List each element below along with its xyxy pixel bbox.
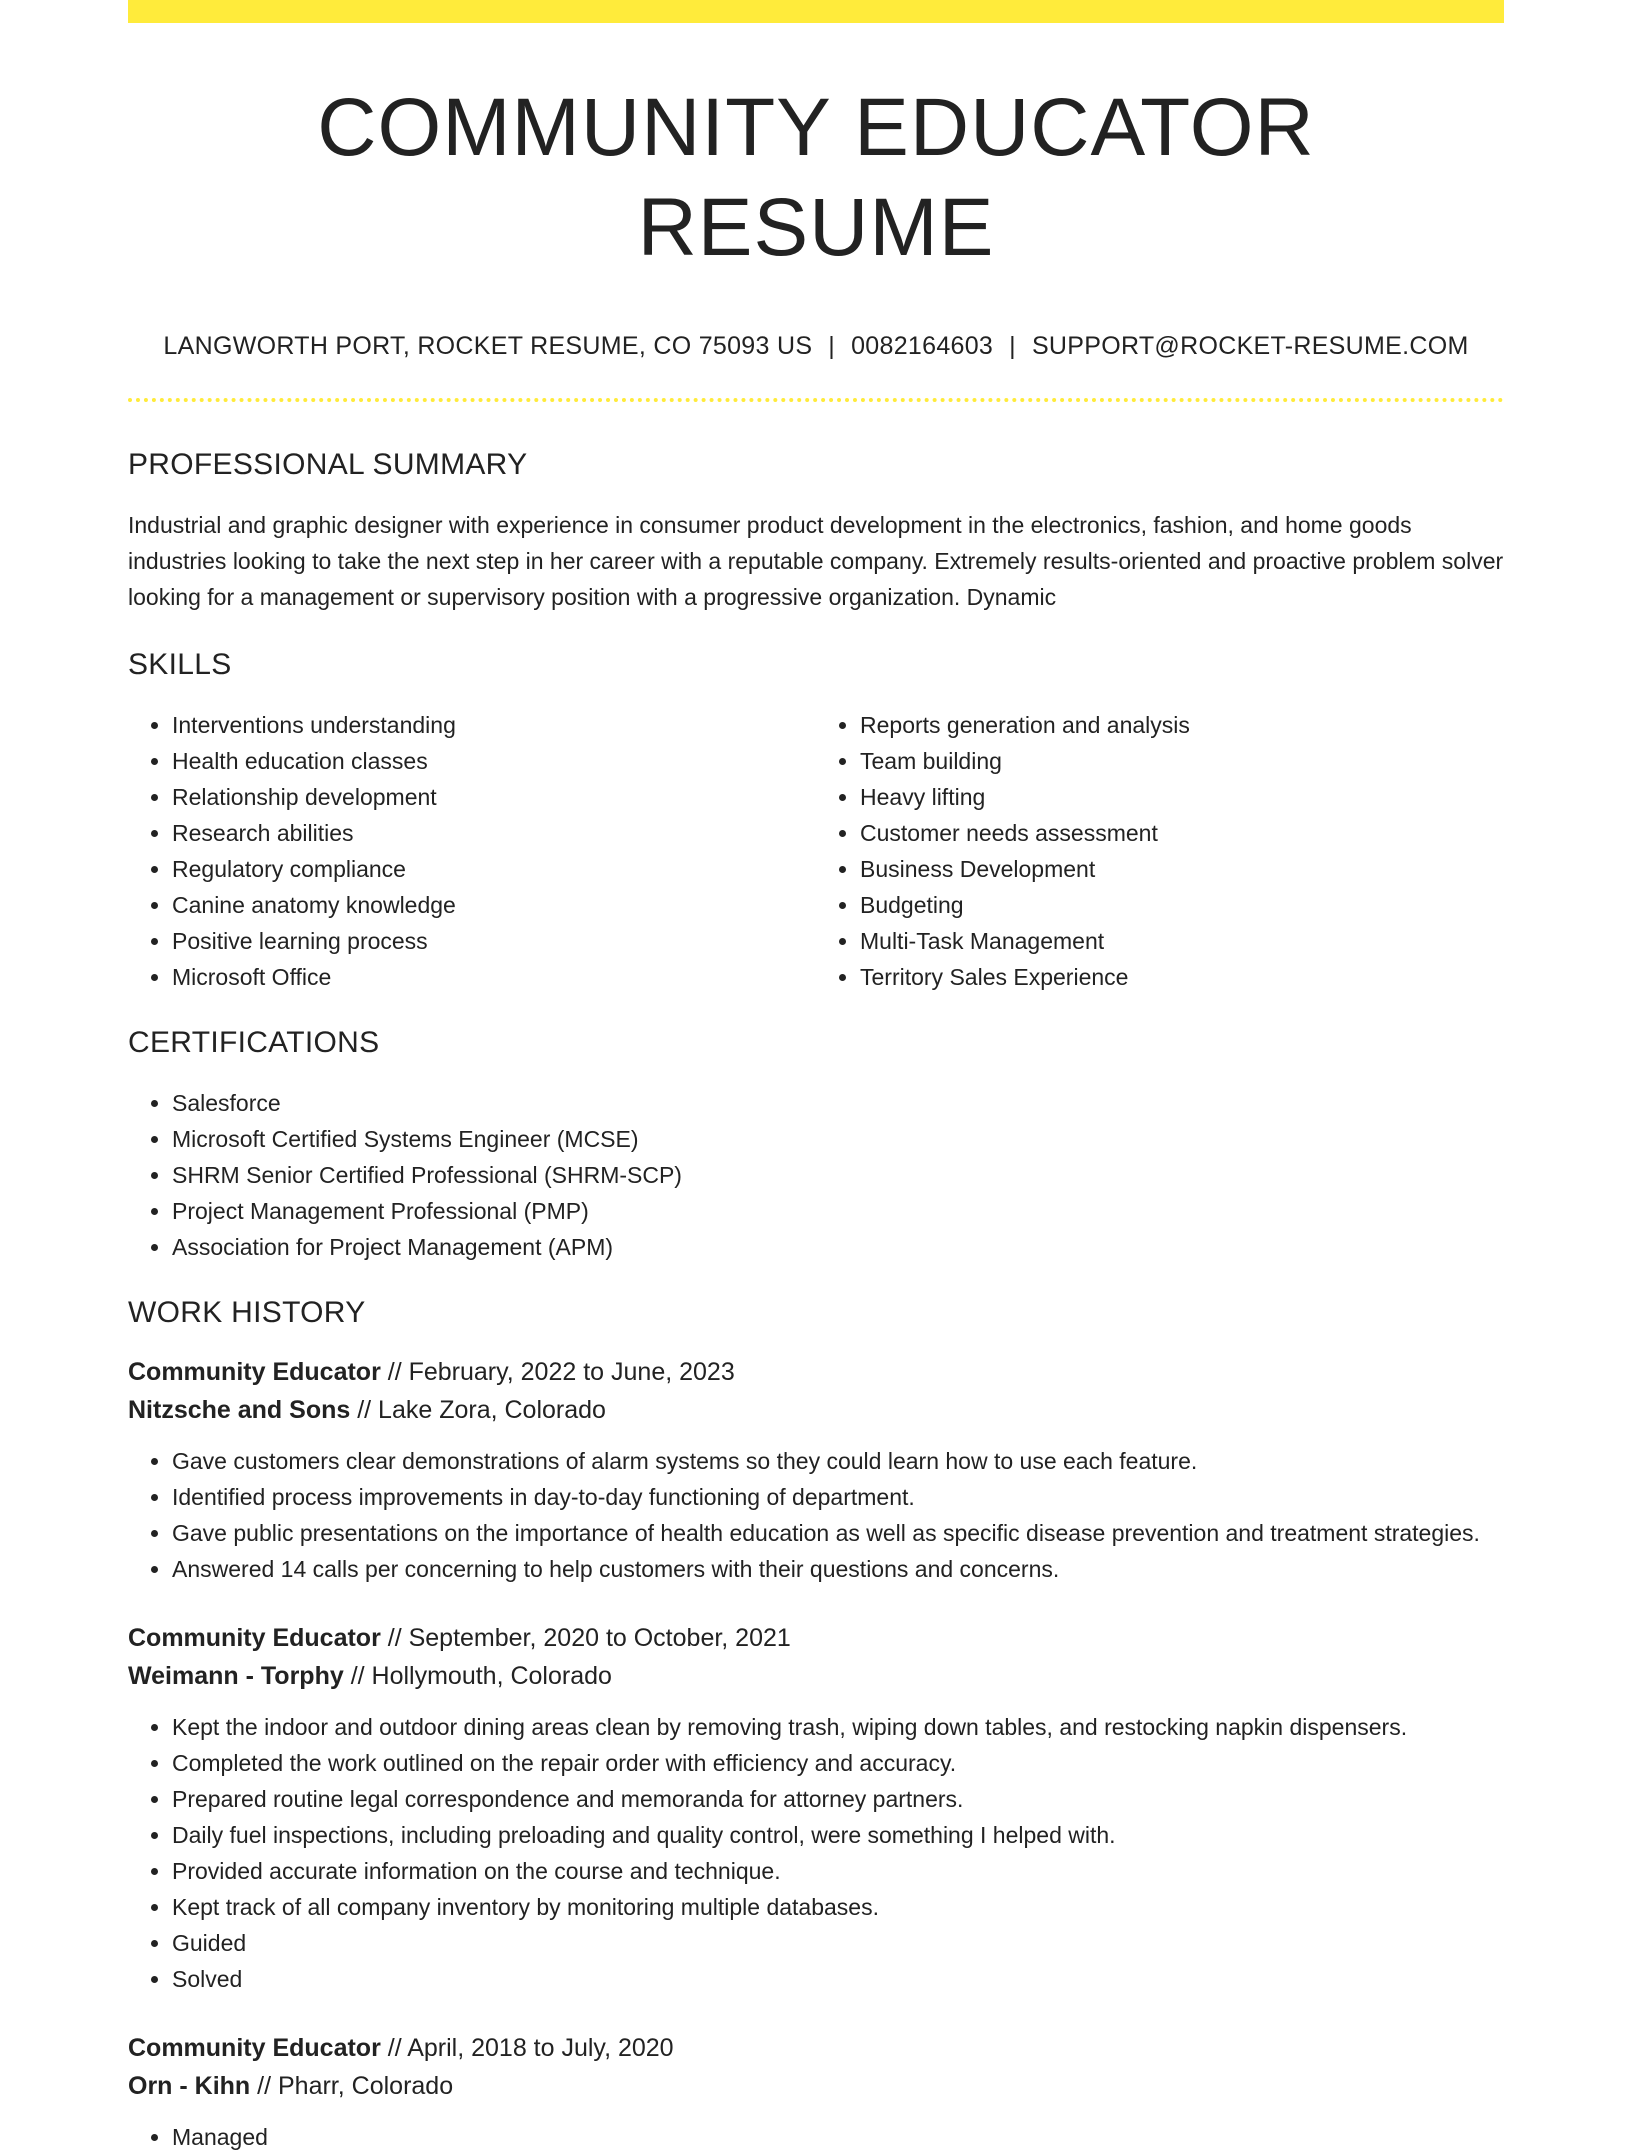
job-role-line bbox=[128, 2029, 1504, 2067]
job-bullet: • Kept track of all company inventory by monitoring multiple databases. bbox=[172, 1889, 1504, 1925]
job-bullet: • Kept the indoor and outdoor dining areas clean by removing trash, wiping down tables, and restocking napkin dispensers. bbox=[172, 1709, 1504, 1745]
job-bullet: • Answered 14 calls per concerning to help customers with their questions and concerns. bbox=[172, 1551, 1504, 1587]
job-company-line bbox=[128, 2067, 1504, 2105]
work-history-heading: WORK HISTORY bbox=[128, 1296, 366, 1329]
job-company: Orn - Kihn bbox=[128, 2072, 251, 2100]
skill-item: • Territory Sales Experience bbox=[860, 959, 1504, 995]
job-bullet: • Gave customers clear demonstrations of alarm systems so they could learn how to use each feature. bbox=[172, 1443, 1504, 1479]
job-entry bbox=[128, 2029, 1504, 2155]
skill-item: • Customer needs assessment bbox=[860, 815, 1504, 851]
job-company: Weimann - Torphy bbox=[128, 1662, 344, 1690]
job-bullet: • Provided accurate information on the course and technique. bbox=[172, 1853, 1504, 1889]
job-dates: // September, 2020 to October, 2021 bbox=[380, 1624, 791, 1652]
certifications-list bbox=[128, 1085, 1504, 1265]
job-role-line bbox=[128, 1353, 1504, 1391]
contact-separator: | bbox=[828, 332, 836, 360]
job-company-line bbox=[128, 1391, 1504, 1429]
certification-item: • Project Management Professional (PMP) bbox=[172, 1193, 1504, 1229]
job-bullets bbox=[128, 1709, 1504, 1997]
contact-phone: 0082164603 bbox=[851, 332, 994, 360]
skill-item: • Reports generation and analysis bbox=[860, 707, 1504, 743]
job-entry bbox=[128, 1619, 1504, 1997]
skill-item: • Research abilities bbox=[172, 815, 816, 851]
skills-list-left bbox=[128, 707, 816, 995]
job-location: // Hollymouth, Colorado bbox=[343, 1662, 612, 1690]
job-bullet: • Identified process improvements in day-to-day functioning of department. bbox=[172, 1479, 1504, 1515]
skills-columns bbox=[128, 707, 1504, 995]
summary-heading: PROFESSIONAL SUMMARY bbox=[128, 448, 528, 481]
job-role: Community Educator bbox=[128, 2034, 381, 2062]
job-dates: // February, 2022 to June, 2023 bbox=[380, 1358, 735, 1386]
job-role-line bbox=[128, 1619, 1504, 1657]
job-bullet: • Prepared routine legal correspondence and memoranda for attorney partners. bbox=[172, 1781, 1504, 1817]
summary-text: Industrial and graphic designer with experience in consumer product development in the electronics, fashion, and home goods industries looking to take the next step in her career with a reputable company. Extremely results-oriented and proactive problem solver looking for a management or supervisory position with a progressive organization. Dynamic bbox=[128, 512, 1504, 610]
skill-item: • Business Development bbox=[860, 851, 1504, 887]
job-bullet: • Daily fuel inspections, including preloading and quality control, were something I helped with. bbox=[172, 1817, 1504, 1853]
job-company: Nitzsche and Sons bbox=[128, 1396, 351, 1424]
job-bullet: • Managed bbox=[172, 2119, 1504, 2155]
job-bullet: • Gave public presentations on the importance of health education as well as specific disease prevention and treatment strategies. bbox=[172, 1515, 1504, 1551]
contact-email: SUPPORT@ROCKET-RESUME.COM bbox=[1031, 332, 1469, 360]
skill-item: • Relationship development bbox=[172, 779, 816, 815]
job-company-line bbox=[128, 1657, 1504, 1695]
job-bullets bbox=[128, 2119, 1504, 2155]
resume-content bbox=[128, 0, 1504, 2155]
certifications-heading: CERTIFICATIONS bbox=[128, 1026, 380, 1059]
resume-title: COMMUNITY EDUCATOR RESUME bbox=[317, 82, 1315, 273]
skill-item: • Positive learning process bbox=[172, 923, 816, 959]
skill-item: • Budgeting bbox=[860, 887, 1504, 923]
skills-list-right bbox=[816, 707, 1504, 995]
skill-item: • Team building bbox=[860, 743, 1504, 779]
job-bullet: • Solved bbox=[172, 1961, 1504, 1997]
skill-item: • Interventions understanding bbox=[172, 707, 816, 743]
dotted-divider bbox=[128, 398, 1504, 402]
skill-item: • Health education classes bbox=[172, 743, 816, 779]
contact-address: LANGWORTH PORT, ROCKET RESUME, CO 75093 US bbox=[163, 332, 813, 360]
job-bullets bbox=[128, 1443, 1504, 1587]
skills-heading: SKILLS bbox=[128, 648, 232, 681]
job-role: Community Educator bbox=[128, 1358, 381, 1386]
skill-item: • Heavy lifting bbox=[860, 779, 1504, 815]
certification-item: • Association for Project Management (APM) bbox=[172, 1229, 1504, 1265]
job-location: // Pharr, Colorado bbox=[250, 2072, 454, 2100]
skill-item: • Regulatory compliance bbox=[172, 851, 816, 887]
job-entry bbox=[128, 1353, 1504, 1587]
certification-item: • SHRM Senior Certified Professional (SHRM-SCP) bbox=[172, 1157, 1504, 1193]
skill-item: • Multi-Task Management bbox=[860, 923, 1504, 959]
certification-item: • Salesforce bbox=[172, 1085, 1504, 1121]
job-bullet: • Completed the work outlined on the repair order with efficiency and accuracy. bbox=[172, 1745, 1504, 1781]
certification-item: • Microsoft Certified Systems Engineer (MCSE) bbox=[172, 1121, 1504, 1157]
job-location: // Lake Zora, Colorado bbox=[350, 1396, 606, 1424]
contact-line bbox=[128, 330, 1504, 362]
skill-item: • Microsoft Office bbox=[172, 959, 816, 995]
job-bullet: • Guided bbox=[172, 1925, 1504, 1961]
skill-item: • Canine anatomy knowledge bbox=[172, 887, 816, 923]
job-role: Community Educator bbox=[128, 1624, 381, 1652]
contact-separator: | bbox=[1009, 332, 1016, 360]
job-dates: // April, 2018 to July, 2020 bbox=[380, 2034, 674, 2062]
